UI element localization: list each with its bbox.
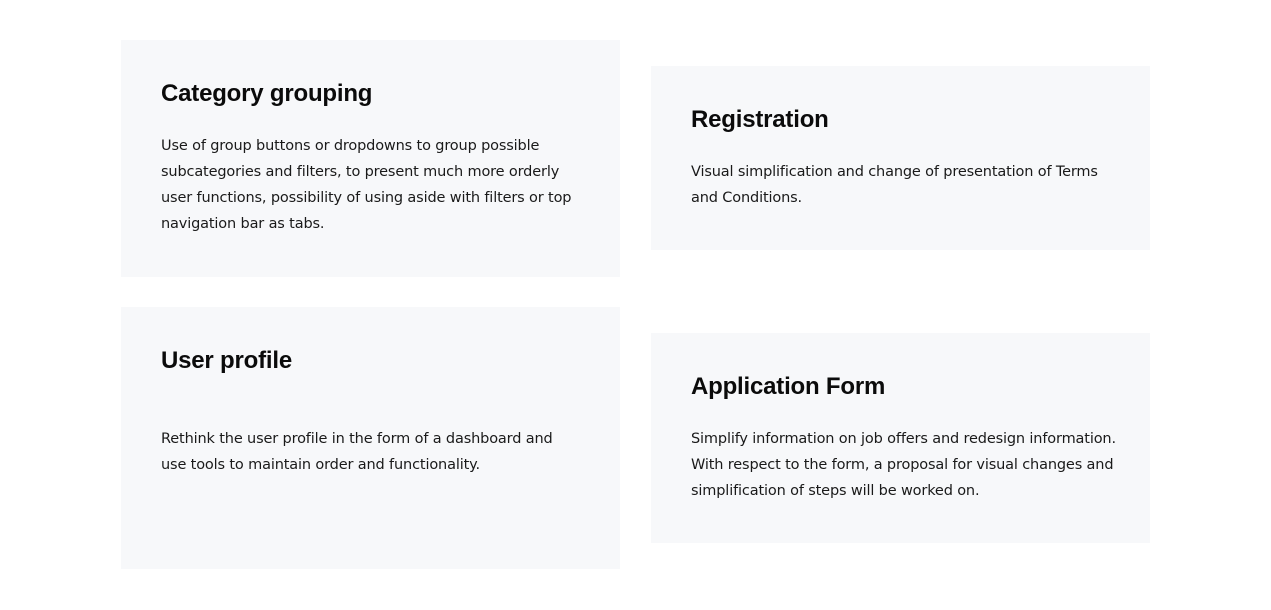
card-user-profile bbox=[121, 307, 620, 569]
card-title: Registration bbox=[691, 106, 829, 133]
card-description: Visual simplification and change of presentation of Terms and Conditions. bbox=[691, 164, 1098, 206]
card-title: User profile bbox=[161, 347, 292, 374]
card-description: Rethink the user profile in the form of a dashboard and use tools to maintain order and functionality. bbox=[161, 431, 553, 473]
card-title: Category grouping bbox=[161, 80, 373, 107]
card-description: Simplify information on job offers and redesign information. With respect to the form, a proposal for visual changes and simplification of steps will be worked on. bbox=[691, 431, 1116, 499]
card-category-grouping bbox=[121, 40, 620, 277]
card-registration bbox=[651, 66, 1150, 250]
card-title: Application Form bbox=[691, 373, 886, 400]
card-description: Use of group buttons or dropdowns to group possible subcategories and filters, to present much more orderly user functions, possibility of using aside with filters or top navigation bar as tabs. bbox=[161, 138, 572, 232]
card-application-form bbox=[651, 333, 1150, 543]
